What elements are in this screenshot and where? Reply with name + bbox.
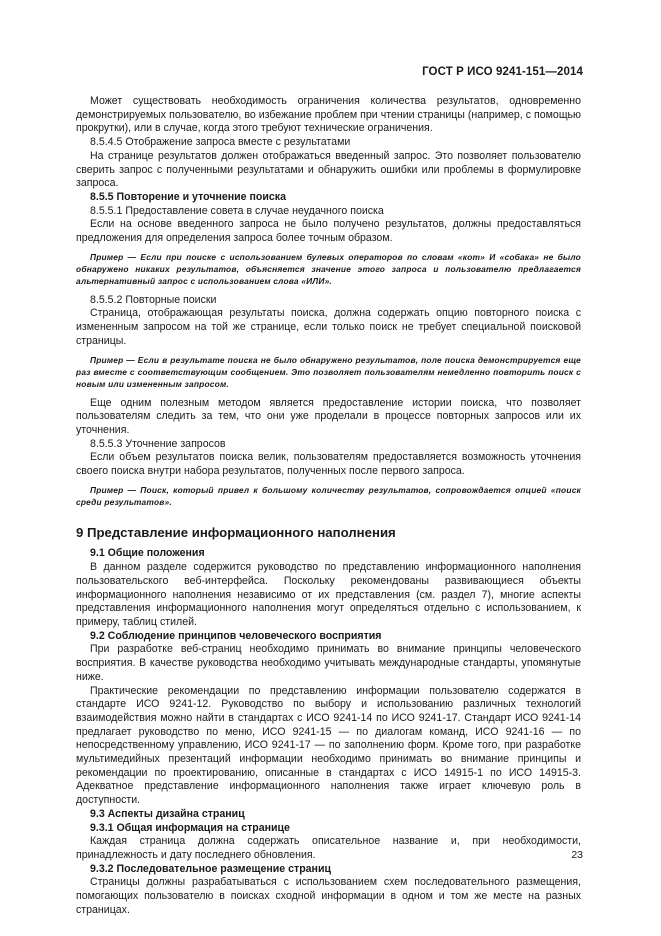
paragraph: Каждая страница должна содержать описательное название и, при необходимости, принадлежность и дату последнего обновления. <box>76 835 581 861</box>
paragraph: В данном разделе содержится руководство по представлению информационного наполнения пользовательского веб-интерфейса. Поскольку рекомендованы развивающиеся объекты информационного наполнения независимо от их представления (см. раздел 7), многие аспекты представления информационного наполнения могут определяться отдельно с использованием, к примеру, таблиц стилей. <box>76 561 581 628</box>
paragraph: На странице результатов должен отображаться введенный запрос. Это позволяет пользователю сверить запрос с полученными результатами и обнаружить ошибки или проблемы в формулировке запроса. <box>76 149 581 190</box>
paragraph: Страницы должны разрабатываться с использованием схем последовательного размещения, помогающих пользователю в поисках сходной информации в одном и том же месте на разных страницах. <box>76 876 581 916</box>
paragraph: Еще одним полезным методом является предоставление истории поиска, что позволяет пользователям следить за тем, что они уже проделали в процессе повторных запросов или их уточнения. <box>76 396 581 436</box>
page-number: 23 <box>571 849 583 861</box>
paragraph: При разработке веб-страниц необходимо принимать во внимание принципы человеческого восприятия. В качестве руководства необходимо учитывать международные стандарты, упомянутые ниже. <box>76 643 581 683</box>
section-heading: 9 Представление информационного наполнения <box>76 524 396 540</box>
paragraph: 8.5.5.2 Повторные поиски <box>90 293 217 306</box>
subsection-heading: 9.3 Аспекты дизайна страниц <box>90 807 245 820</box>
paragraph: 8.5.5.3 Уточнение запросов <box>90 437 226 450</box>
paragraph: 8.5.4.5 Отображение запроса вместе с результатами <box>90 136 351 149</box>
paragraph: 8.5.5.1 Предоставление совета в случае неудачного поиска <box>90 204 384 217</box>
paragraph: Страница, отображающая результаты поиска, должна содержать опцию повторного поиска с измененным запросом на той же странице, если только поиск не требует специальной поисковой страницы. <box>76 307 581 347</box>
subsection-heading: 9.2 Соблюдение принципов человеческого восприятия <box>90 629 382 642</box>
paragraph: Если объем результатов поиска велик, пользователям предоставляется возможность уточнения своего поиска внутри набора результатов, полученных после первого запроса. <box>76 451 581 478</box>
subsection-heading: 9.3.2 Последовательное размещение страниц <box>90 862 331 875</box>
subsection-heading: 9.1 Общие положения <box>90 547 205 560</box>
example-note: Пример — Если в результате поиска не было обнаружено результатов, поле поиска демонстрируется еще раз вместе с соответствующим сообщением. Это позволяет пользователям немедленно повторить поиск с новым или измененным запросом. <box>76 354 581 389</box>
document-body <box>76 95 581 917</box>
paragraph: Может существовать необходимость ограничения количества результатов, одновременно демонстрируемых пользователю, во избежание проблем при чтении страницы (например, с помощью прокрутки), или в случае, когда этого требуют технические ограничения. <box>76 95 581 135</box>
document-header: ГОСТ Р ИСО 9241-151—2014 <box>422 66 583 78</box>
example-note: Пример — Если при поиске с использованием булевых операторов по словам «кот» И «собака» не было обнаружено никаких результатов, объясняется значение этого запроса и пользователю предлагается альтернативный запрос с использованием слова «ИЛИ». <box>76 251 581 286</box>
example-note: Пример — Поиск, который привел к большому количеству результатов, сопровождается опцией «поиск среди результатов». <box>76 484 581 507</box>
subsection-heading: 9.3.1 Общая информация на странице <box>90 821 290 834</box>
paragraph: Практические рекомендации по представлению информации пользователю содержатся в стандарте ИСО 9241-12. Руководство по выбору и использованию различных технологий взаимодействия можно найти в стандартах с ИСО 9241-14 по ИСО 9241-17. Стандарт ИСО 9241-14 предлагает руководство по меню, ИСО 9241-15 — по диалогам команд, ИСО 9241-16 — по непосредственному управлению, ИСО 9241-17 — по заполнению форм. Кроме того, при разработке мультимедийных презентаций информации необходимо принимать во внимание принципы и рекомендации по проектированию, описанные в стандартах с ИСО 14915-1 по ИСО 14915-3. Адекватное представление информационного наполнения также играет ключевую роль в доступности. <box>76 684 581 807</box>
paragraph: Если на основе введенного запроса не было получено результатов, должны предоставляться предложения для определения запроса более точным образом. <box>76 218 581 245</box>
subsection-heading: 8.5.5 Повторение и уточнение поиска <box>90 190 286 203</box>
